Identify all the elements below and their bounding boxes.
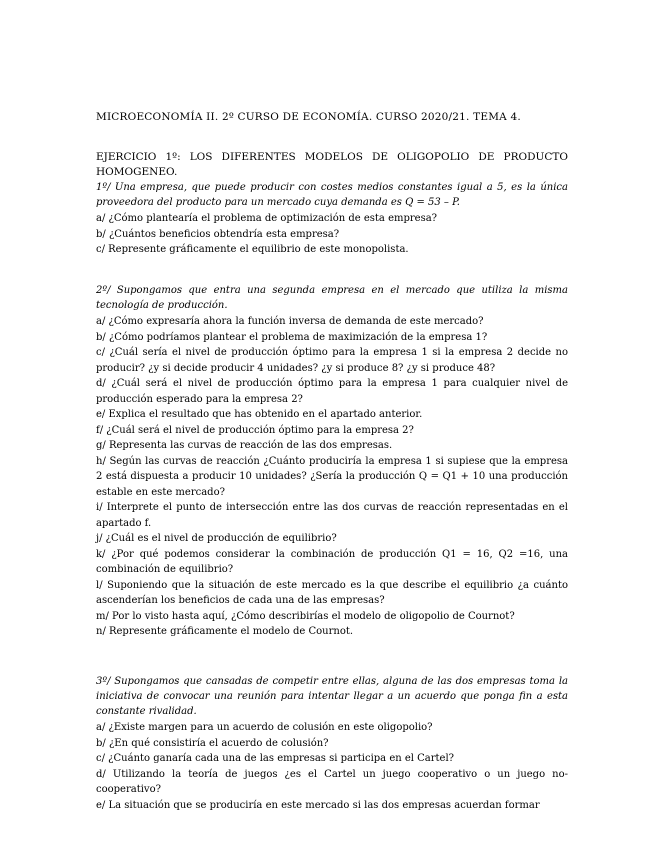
question-2h: h/ Según las curvas de reacción ¿Cuánto produciría la empresa 1 si supiese que la empresa 2 está dispuesta a producir 10 unidades? ¿Sería la producción Q = Q1 + 10 una producción estable en este mercado? [96, 455, 568, 498]
question-2e: e/ Explica el resultado que has obtenido en el apartado anterior. [96, 409, 423, 420]
question-1b: b/ ¿Cuántos beneficios obtendría esta empresa? [96, 228, 340, 240]
question-3d: d/ Utilizando la teoría de juegos ¿es el Cartel un juego cooperativo o un juego no-cooperativo? [96, 768, 568, 795]
question-2j: j/ ¿Cuál es el nivel de producción de equilibrio? [96, 533, 337, 544]
document-header: MICROECONOMÍA II. 2º CURSO DE ECONOMÍA. CURSO 2020/21. TEMA 4. [96, 111, 521, 123]
question-2m: m/ Por lo visto hasta aquí, ¿Cómo describirías el modelo de oligopolio de Cournot? [96, 610, 515, 622]
section-3 [96, 674, 568, 813]
question-3b: b/ ¿En qué consistiría el acuerdo de colusión? [96, 737, 329, 749]
question-2k: k/ ¿Por qué podemos considerar la combinación de producción Q1 = 16, Q2 =16, una combinación de equilibrio? [96, 548, 568, 575]
question-2c: c/ ¿Cuál sería el nivel de producción óptimo para la empresa 1 si la empresa 2 decide no producir? ¿y si decide producir 4 unidades? ¿y si produce 8? ¿y si produce 48? [96, 347, 568, 374]
section-3-intro: 3º/ Supongamos que cansadas de competir entre ellas, alguna de las dos empresas toma la iniciativa de convocar una reunión para intentar llegar a un acuerdo que ponga fin a esta constante rivalidad. [96, 676, 568, 717]
question-2a: a/ ¿Cómo expresaría ahora la función inversa de demanda de este mercado? [96, 316, 484, 327]
question-2b: b/ ¿Cómo podríamos plantear el problema de maximización de la empresa 1? [96, 331, 488, 343]
question-1c: c/ Represente gráficamente el equilibrio de este monopolista. [96, 244, 409, 255]
section-2-intro: 2º/ Supongamos que entra una segunda empresa en el mercado que utiliza la misma tecnología de producción. [96, 285, 568, 311]
question-3a: a/ ¿Existe margen para un acuerdo de colusión en este oligopolio? [96, 722, 433, 733]
exercise-title: EJERCICIO 1º: LOS DIFERENTES MODELOS DE OLIGOPOLIO DE PRODUCTO HOMOGENEO. [96, 151, 568, 178]
question-2d: d/ ¿Cuál será el nivel de producción óptimo para la empresa 1 para cualquier nivel de producción esperado para la empresa 2? [96, 378, 568, 405]
question-2i: i/ Interprete el punto de intersección entre las dos curvas de reacción representadas en el apartado f. [96, 502, 568, 529]
question-3e: e/ La situación que se produciría en este mercado si las dos empresas acuerdan formar [96, 799, 540, 811]
question-2l: l/ Suponiendo que la situación de este mercado es la que describe el equilibrio ¿a cuánto ascenderían los beneficios de cada una de las empresas? [96, 579, 568, 606]
section-2 [96, 283, 568, 640]
question-2f: f/ ¿Cuál será el nivel de producción óptimo para la empresa 2? [96, 424, 414, 436]
section-1-intro: 1º/ Una empresa, que puede producir con costes medios constantes igual a 5, es la única proveedora del producto para un mercado cuya demanda es Q = 53 – P. [96, 182, 568, 208]
section-1 [96, 180, 568, 258]
question-2g: g/ Representa las curvas de reacción de las dos empresas. [96, 440, 393, 451]
question-1a: a/ ¿Cómo plantearía el problema de optimización de esta empresa? [96, 213, 438, 224]
question-2n: n/ Represente gráficamente el modelo de Cournot. [96, 626, 354, 637]
question-3c: c/ ¿Cuánto ganaría cada una de las empresas si participa en el Cartel? [96, 753, 455, 764]
